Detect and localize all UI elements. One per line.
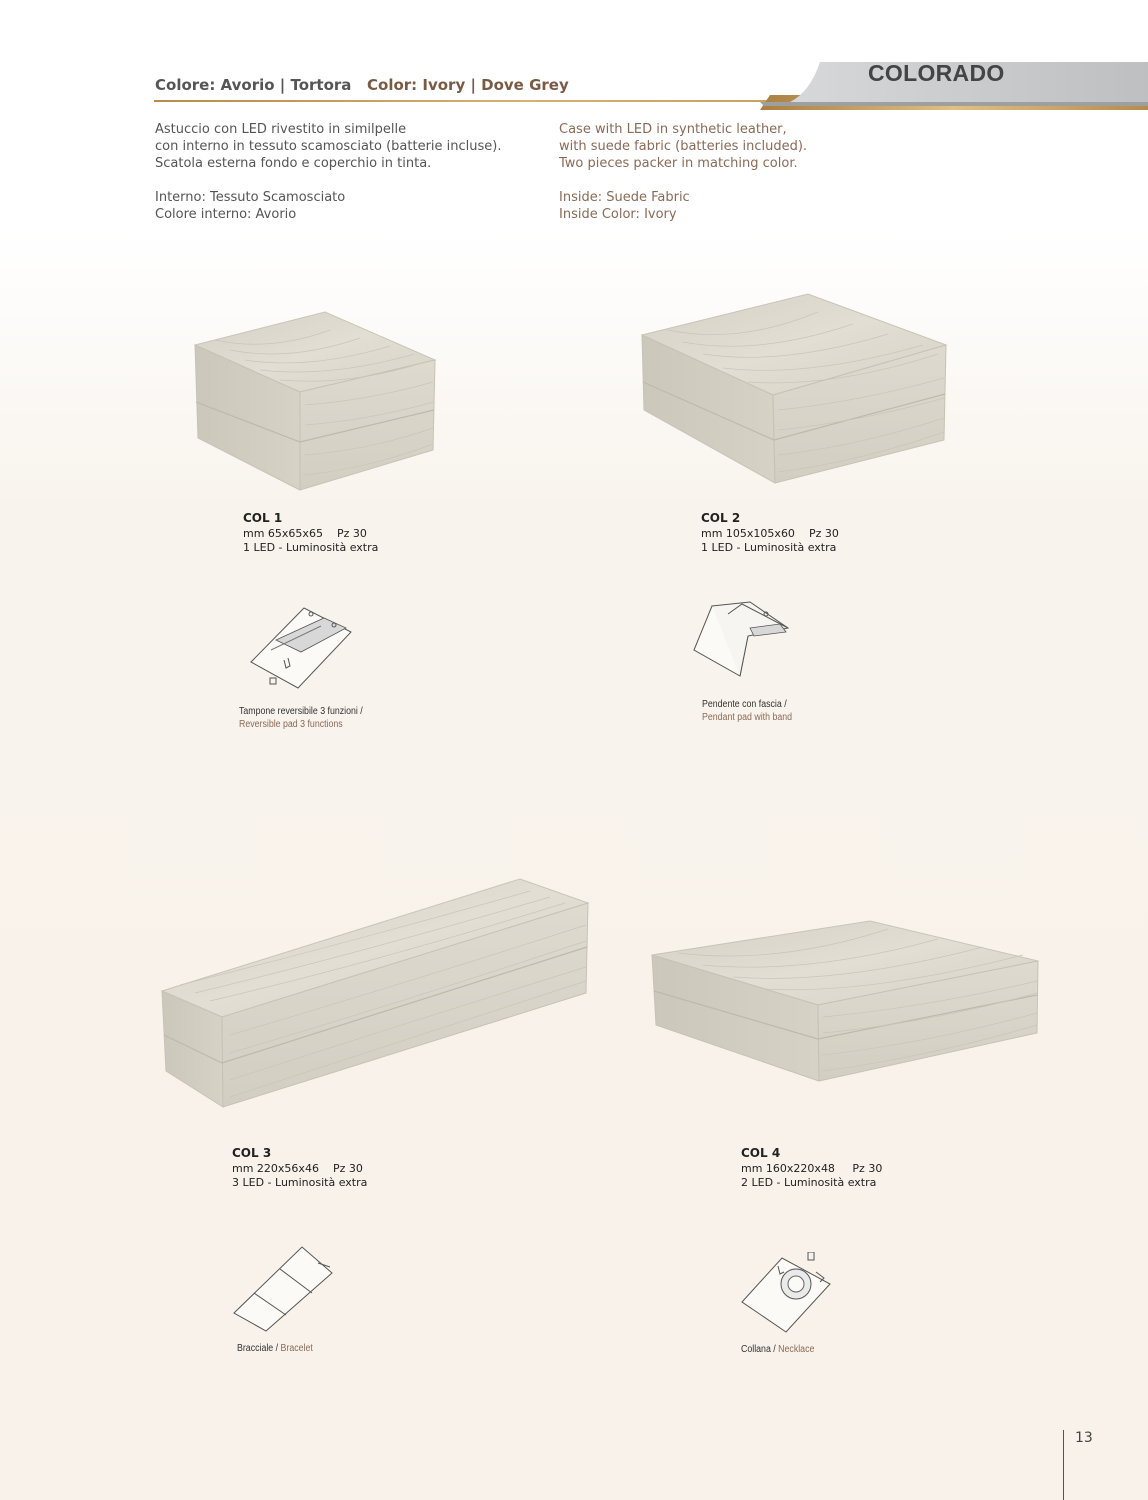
product-pieces: Pz 30 [336,527,367,540]
product-led: 1 LED - Luminosità extra [701,541,837,554]
brand-title: COLORADO [868,60,1005,86]
reversible-pad-icon [246,600,356,695]
pad-name-english: Reversible pad 3 functions [239,719,343,730]
box-image-col-4 [648,915,1043,1085]
bracelet-pad-icon [230,1243,338,1333]
box-image-col-1 [190,310,440,495]
page-number: 13 [1075,1430,1093,1446]
product-size: mm 65x65x65 [243,527,323,540]
pad-caption-col-4 [741,1343,814,1356]
box-image-col-3 [160,875,590,1110]
desc-en-line-2: with suede fabric (batteries included). [559,139,808,154]
product-code: COL 3 [232,1146,272,1160]
product-code: COL 4 [741,1146,781,1160]
desc-en-inside-color: Inside Color: Ivory [559,207,677,222]
product-code: COL 1 [243,511,283,525]
product-code: COL 2 [701,511,741,525]
description-italian [155,121,535,223]
product-size: mm 220x56x46 [232,1162,319,1175]
pad-name-italian: Tampone reversibile 3 funzioni / [239,706,363,717]
product-col-3 [232,1146,367,1190]
desc-it-inside-color: Colore interno: Avorio [155,207,297,222]
pad-name-italian: Bracciale / [237,1343,279,1354]
pad-name-italian: Collana / [741,1344,776,1355]
desc-it-line-1: Astuccio con LED rivestito in similpelle [155,122,407,137]
pad-caption-col-1 [239,705,363,731]
pad-name-english: Pendant pad with band [702,712,793,723]
pad-name-italian: Pendente con fascia / [702,699,787,710]
product-pieces: Pz 30 [332,1162,363,1175]
product-led: 2 LED - Luminosità extra [741,1176,877,1189]
product-size: mm 105x105x60 [701,527,795,540]
product-pieces: Pz 30 [852,1162,883,1175]
desc-en-inside: Inside: Suede Fabric [559,190,690,205]
header-gold-rule [154,100,774,102]
product-pieces: Pz 30 [808,527,839,540]
product-col-4 [741,1146,882,1190]
description-english [559,121,939,223]
pad-caption-col-3 [237,1342,313,1355]
box-image-col-2 [638,290,953,490]
page-number-divider [1063,1430,1064,1500]
desc-en-line-1: Case with LED in synthetic leather, [559,122,787,137]
desc-it-line-3: Scatola esterna fondo e coperchio in tinta. [155,156,432,171]
colors-italian: Colore: Avorio | Tortora [155,76,352,94]
product-led: 1 LED - Luminosità extra [243,541,379,554]
pad-name-english: Necklace [778,1344,815,1355]
colors-english: Color: Ivory | Dove Grey [367,76,569,94]
product-led: 3 LED - Luminosità extra [232,1176,368,1189]
product-col-2 [701,511,839,555]
desc-en-line-3: Two pieces packer in matching color. [559,156,798,171]
pad-name-english: Bracelet [280,1343,313,1354]
pad-caption-col-2 [702,698,792,724]
desc-it-line-2: con interno in tessuto scamosciato (batterie incluse). [155,139,502,154]
desc-it-inside: Interno: Tessuto Scamosciato [155,190,346,205]
product-col-1 [243,511,378,555]
product-size: mm 160x220x48 [741,1162,835,1175]
pendant-pad-icon [690,598,795,683]
necklace-pad-icon [738,1252,838,1337]
